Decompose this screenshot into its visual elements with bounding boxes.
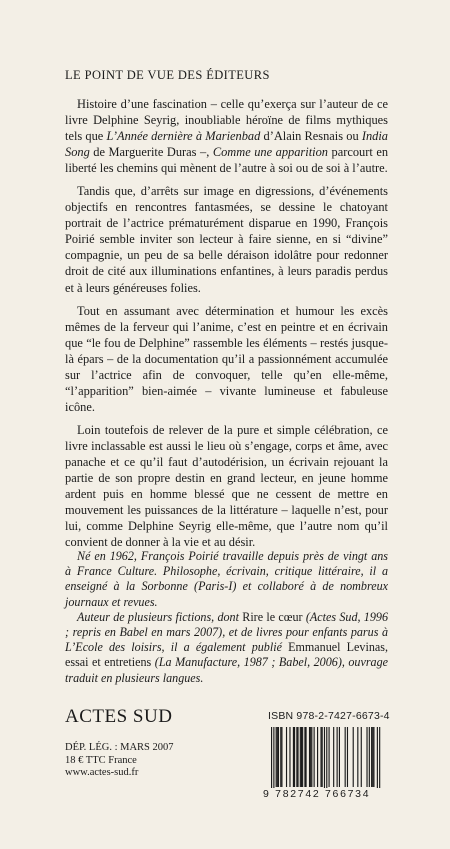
barcode-bar	[280, 727, 281, 787]
barcode-bar	[300, 727, 301, 787]
barcode-bar	[277, 727, 278, 787]
bio-paragraph-2: Auteur de plusieurs fictions, dont Rire le cœur (Actes Sud, 1996 ; repris en Babel en mars 2007), et de livres pour enfants parus à L’Ecole des loisirs, il a également publié Emmanuel Levinas, essai et entretiens (La Manufacture, 1987 ; Babel, 2006), ouvrage traduit en plusieurs langues.	[65, 609, 389, 685]
barcode-bar	[296, 727, 297, 787]
publisher-logo: ACTES SUD	[65, 706, 173, 727]
price: 18 € TTC France	[65, 754, 137, 766]
cover-heading: LE POINT DE VUE DES ÉDITEURS	[65, 68, 270, 82]
barcode-bar	[310, 727, 311, 787]
isbn-number: ISBN 978-2-7427-6673-4	[268, 710, 390, 722]
author-bio	[65, 549, 388, 686]
barcode-bar	[379, 727, 380, 793]
barcode-bar	[281, 727, 282, 787]
barcode-bar	[289, 727, 290, 787]
barcode-bar	[278, 727, 279, 787]
blurb-paragraph-3: Tout en assumant avec détermination et humour les excès mêmes de la ferveur qui l’anime, c’est en peintre et en écrivain que “le fou de Delphine” rassemble les éléments – restés jusque-là épars – de la documentation qu’il a passionnément accumulée sur l’actrice afin de convoquer, telle qu’en elle-même, “l’apparition” bien-aimée – vivante lumineuse et fabuleuse icône.	[65, 303, 388, 414]
barcode-bar	[326, 727, 327, 793]
barcode-bar	[361, 727, 362, 787]
barcode-digits: 9 782742 766734	[263, 788, 388, 800]
barcode-bar	[347, 727, 348, 787]
barcode-bars	[263, 727, 388, 797]
barcode-bar	[301, 727, 302, 787]
barcode-bar	[276, 727, 277, 787]
barcode-bar	[294, 727, 295, 787]
legal-deposit: DÉP. LÉG. : MARS 2007	[65, 742, 174, 753]
barcode-bar	[317, 727, 318, 787]
barcode-bar	[271, 727, 272, 793]
barcode-bar	[377, 727, 378, 793]
barcode-bar	[273, 727, 274, 793]
website: www.actes-sud.fr	[65, 767, 139, 778]
barcode	[263, 727, 388, 802]
barcode-bar	[322, 727, 323, 787]
barcode-bar	[345, 727, 346, 787]
barcode-bar	[337, 727, 338, 787]
barcode-bar	[293, 727, 294, 787]
barcode-bar	[333, 727, 334, 787]
barcode-bar	[311, 727, 312, 787]
barcode-bar	[286, 727, 287, 787]
barcode-bar	[309, 727, 310, 787]
blurb	[65, 96, 388, 557]
barcode-bar	[314, 727, 315, 787]
legal-info	[65, 742, 174, 780]
barcode-bar	[369, 727, 370, 787]
barcode-bar	[329, 727, 330, 787]
barcode-bar	[297, 727, 298, 787]
barcode-bar	[366, 727, 367, 787]
barcode-bar	[320, 727, 321, 787]
barcode-bar	[324, 727, 325, 793]
blurb-paragraph-2: Tandis que, d’arrêts sur image en digressions, d’événements objectifs en rencontres fantasmées, se dessine le chatoyant portrait de l’actrice prématurément disparue en 1990, François Poirié semble inviter son lecteur à faire sienne, en si “divine” compagnie, un peu de sa belle déraison idolâtre pour redonner droit de cité aux illuminations enfantines, à leurs paradis perdus et à leurs généreuses folies.	[65, 184, 388, 295]
barcode-bar	[353, 727, 354, 787]
barcode-bar	[302, 727, 303, 787]
barcode-bar	[306, 727, 307, 787]
blurb-paragraph-4: Loin toutefois de relever de la pure et simple célébration, ce livre inclassable est aussi le lieu où s’engage, corps et âme, avec panache et ce qu’il faut d’autodérision, un écrivain rejouant la partie de son propre destin en grand lecteur, en jeune homme ardent puis en homme blessé que ne cessent de mettre en mouvement les puissances de la littérature – laquelle n’est, pour lui, comme Delphine Seyrig elle-même, que l’autre nom qu’il convient de donner à la vie et au désir.	[65, 422, 388, 550]
barcode-bar	[373, 727, 374, 787]
barcode-bar	[339, 727, 340, 787]
barcode-bar	[304, 727, 305, 787]
barcode-bar	[372, 727, 373, 787]
blurb-paragraph-1: Histoire d’une fascination – celle qu’exerça sur l’auteur de ce livre Delphine Seyrig, inoubliable héroïne de films mythiques tels que L’Année dernière à Marienbad d’Alain Resnais ou India Song de Marguerite Duras –, Comme une apparition parcourt en liberté les chemins qui mènent de l’autre à soi ou de soi à l’autre.	[65, 97, 389, 176]
barcode-bar	[371, 727, 372, 787]
bio-paragraph-1: Né en 1962, François Poirié travaille depuis près de vingt ans à France Culture. Philosophe, écrivain, critique littéraire, il a enseigné à la Sorbonne (Paris-I) et collaboré à de nombreux journaux et revues.	[65, 549, 388, 609]
barcode-bar	[357, 727, 358, 787]
